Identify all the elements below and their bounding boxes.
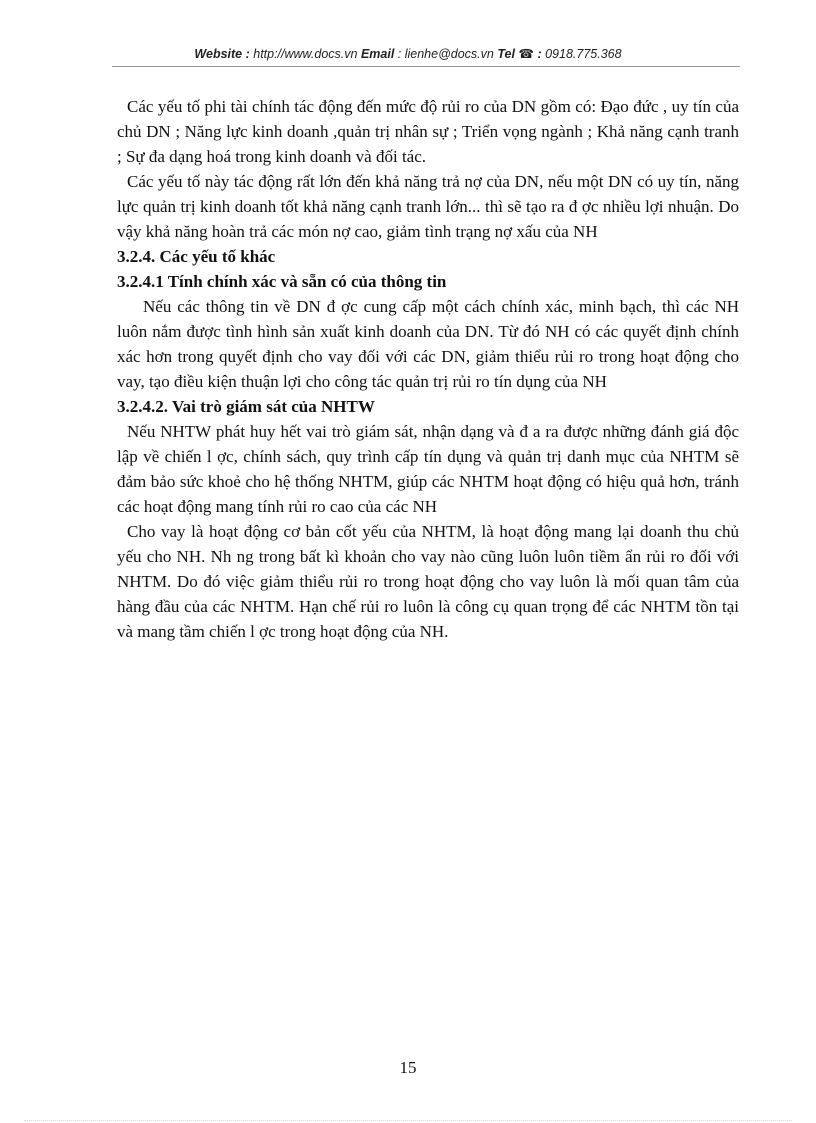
tel-number: 0918.775.368 [541,47,622,61]
heading-3-2-4: 3.2.4. Các yếu tố khác [117,247,276,266]
page-number: 15 [399,1058,417,1077]
document-body [117,94,739,644]
paragraph-information-accuracy: Nếu các thông tin về DN đ ợc cung cấp một cách chính xác, minh bạch, thì các NH luôn nắm được tình hình sản xuất kinh doanh của DN. Từ đó NH có các quyết định chính xác hơn trong quyết định cho vay đối với các DN, giảm thiểu rủi ro trong hoạt động cho vay, tạo điều kiện thuận lợi cho công tác quản trị rủi ro tín dụng của NH [117,297,739,391]
website-url: http://www.docs.vn [249,47,361,61]
page-header [0,46,816,61]
paragraph-central-bank-role: Nếu NHTW phát huy hết vai trò giám sát, nhận dạng và đ a ra được những đánh giá độc lập về chiến l ợc, chính sách, quy trình cấp tín dụng và quản trị danh mục của NHTM sẽ đảm bảo sức khoẻ cho hệ thống NHTM, giúp các NHTM hoạt động có hiệu quả hơn, tránh các hoạt động mang tính rủi ro cao của các NH [117,422,739,516]
email-label: Email [360,47,395,61]
paragraph-factor-impact: Các yếu tố này tác động rất lớn đến khả năng trả nợ của DN, nếu một DN có uy tín, năng lực quản trị kinh doanh tốt khả năng cạnh tranh lớn... thì sẽ tạo ra đ ợc nhiều lợi nhuận. Do vậy khả năng hoàn trả các món nợ cao, giảm tình trạng nợ xấu của NH [117,172,739,241]
footer-divider [24,1120,792,1121]
heading-3-2-4-2: 3.2.4.2. Vai trò giám sát của NHTW [117,397,375,416]
header-divider [112,66,740,67]
email-address: : lienhe@docs.vn [394,47,498,61]
website-label: Website : [194,47,250,61]
tel-label: Tel ☎ : [497,47,542,61]
paragraph-lending-conclusion: Cho vay là hoạt động cơ bản cốt yếu của NHTM, là hoạt động mang lại doanh thu chủ yếu cho NH. Nh ng trong bất kì khoản cho vay nào cũng luôn luôn tiềm ẩn rủi ro đối với NHTM. Do đó việc giảm thiểu rủi ro trong hoạt động cho vay luôn là mối quan tâm của hàng đầu của các NHTM. Hạn chế rủi ro luôn là công cụ quan trọng để các NHTM tồn tại và mang tầm chiến l ợc trong hoạt động của NH. [117,522,739,641]
heading-3-2-4-1: 3.2.4.1 Tính chính xác và sẵn có của thông tin [117,272,447,291]
paragraph-non-financial-factors: Các yếu tố phi tài chính tác động đến mức độ rủi ro của DN gồm có: Đạo đức , uy tín của chủ DN ; Năng lực kinh doanh ,quản trị nhân sự ; Triển vọng ngành ; Khả năng cạnh tranh ; Sự đa dạng hoá trong kinh doanh và đối tác. [117,97,739,166]
